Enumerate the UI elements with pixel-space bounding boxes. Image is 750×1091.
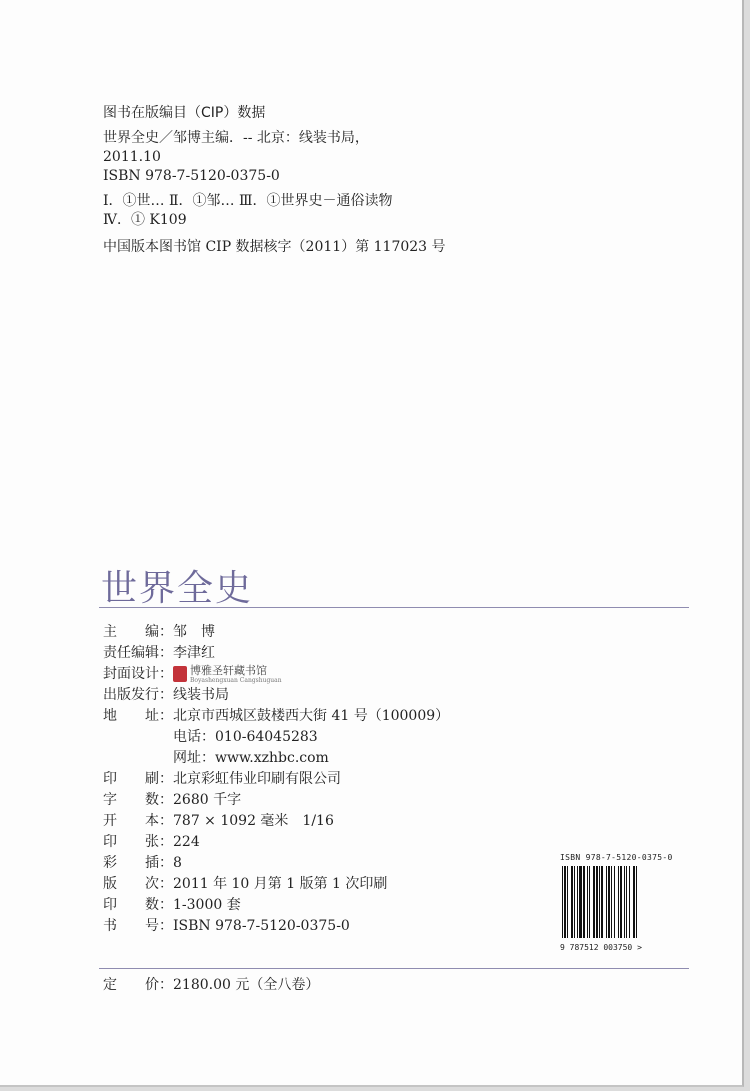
format-label: 开 本： bbox=[103, 813, 173, 829]
word-count-value: 2680 千字 bbox=[173, 792, 242, 808]
address-value: 北京市西城区鼓楼西大街 41 号（100009） bbox=[173, 708, 450, 724]
book-title: 世界全史 bbox=[101, 568, 254, 609]
plates-label: 彩 插： bbox=[103, 855, 173, 871]
edition-value: 2011 年 10 月第 1 版第 1 次印刷 bbox=[173, 876, 388, 892]
logo-sub-text: Boyashengxuan Cangshuguan bbox=[190, 676, 282, 684]
info-row-address bbox=[103, 706, 449, 727]
sheets-label: 印 张： bbox=[103, 834, 173, 850]
cip-date-line: 2011.10 bbox=[103, 149, 161, 165]
edition-label: 版 次： bbox=[103, 876, 173, 892]
cip-heading: 图书在版编目（CIP）数据 bbox=[103, 105, 266, 121]
price-divider bbox=[99, 968, 689, 969]
cip-title-line: 世界全史／邹博主编．-- 北京：线装书局， bbox=[103, 130, 369, 146]
price-label: 定 价： bbox=[103, 977, 173, 993]
logo-main-text: 博雅圣轩藏书馆 bbox=[190, 663, 267, 677]
printer-label: 印 刷： bbox=[103, 771, 173, 787]
info-row-plates bbox=[103, 853, 449, 874]
responsible-editor-label: 责任编辑： bbox=[103, 645, 173, 661]
format-value: 787 × 1092 毫米 1/16 bbox=[173, 813, 334, 829]
isbn-barcode bbox=[560, 853, 682, 952]
info-row-sheets bbox=[103, 832, 449, 853]
info-row-format bbox=[103, 811, 449, 832]
cip-class-line: Ⅳ．① K109 bbox=[103, 212, 187, 228]
cip-data-block bbox=[103, 104, 446, 257]
cip-subject-line: Ⅰ．①世… Ⅱ．①邹… Ⅲ．①世界史－通俗读物 bbox=[103, 193, 393, 209]
book-number-value: ISBN 978-7-5120-0375-0 bbox=[173, 918, 350, 934]
responsible-editor-value: 李津红 bbox=[173, 645, 215, 661]
info-row-edition bbox=[103, 874, 449, 895]
info-row-phone bbox=[103, 727, 449, 748]
title-divider bbox=[99, 607, 689, 608]
info-row-editor bbox=[103, 622, 449, 643]
print-run-label: 印 数： bbox=[103, 897, 173, 913]
cover-design-logo bbox=[173, 665, 282, 684]
book-number-label: 书 号： bbox=[103, 918, 173, 934]
info-row-responsible-editor bbox=[103, 643, 449, 664]
cover-design-label: 封面设计： bbox=[103, 666, 173, 682]
price-value: 2180.00 元（全八卷） bbox=[173, 977, 320, 993]
info-row-printer bbox=[103, 769, 449, 790]
cip-isbn-line: ISBN 978-7-5120-0375-0 bbox=[103, 168, 280, 184]
distributor-value: 线装书局 bbox=[173, 687, 229, 703]
cip-record-number: 中国版本图书馆 CIP 数据核字（2011）第 117023 号 bbox=[103, 239, 446, 255]
info-row-book-number bbox=[103, 916, 449, 937]
publication-info bbox=[103, 622, 449, 937]
sheets-value: 224 bbox=[173, 834, 200, 850]
word-count-label: 字 数： bbox=[103, 792, 173, 808]
phone-value: 电话：010-64045283 bbox=[173, 729, 318, 745]
barcode-isbn-text: ISBN 978-7-5120-0375-0 bbox=[560, 853, 673, 862]
print-run-value: 1-3000 套 bbox=[173, 897, 241, 913]
info-row-word-count bbox=[103, 790, 449, 811]
distributor-label: 出版发行： bbox=[103, 687, 173, 703]
info-row-distributor bbox=[103, 685, 449, 706]
editor-value: 邹 博 bbox=[173, 624, 215, 640]
info-row-cover-design bbox=[103, 664, 449, 685]
barcode-bars bbox=[560, 866, 682, 938]
printer-value: 北京彩虹伟业印刷有限公司 bbox=[173, 771, 341, 787]
website-value: 网址：www.xzhbc.com bbox=[173, 750, 329, 766]
barcode-digits: 9 787512 003750 > bbox=[560, 943, 642, 952]
plates-value: 8 bbox=[173, 855, 182, 871]
info-row-print-run bbox=[103, 895, 449, 916]
seal-icon bbox=[173, 666, 187, 682]
info-row-price bbox=[103, 975, 319, 996]
editor-label: 主 编： bbox=[103, 624, 173, 640]
info-row-website bbox=[103, 748, 449, 769]
address-label: 地 址： bbox=[103, 708, 173, 724]
